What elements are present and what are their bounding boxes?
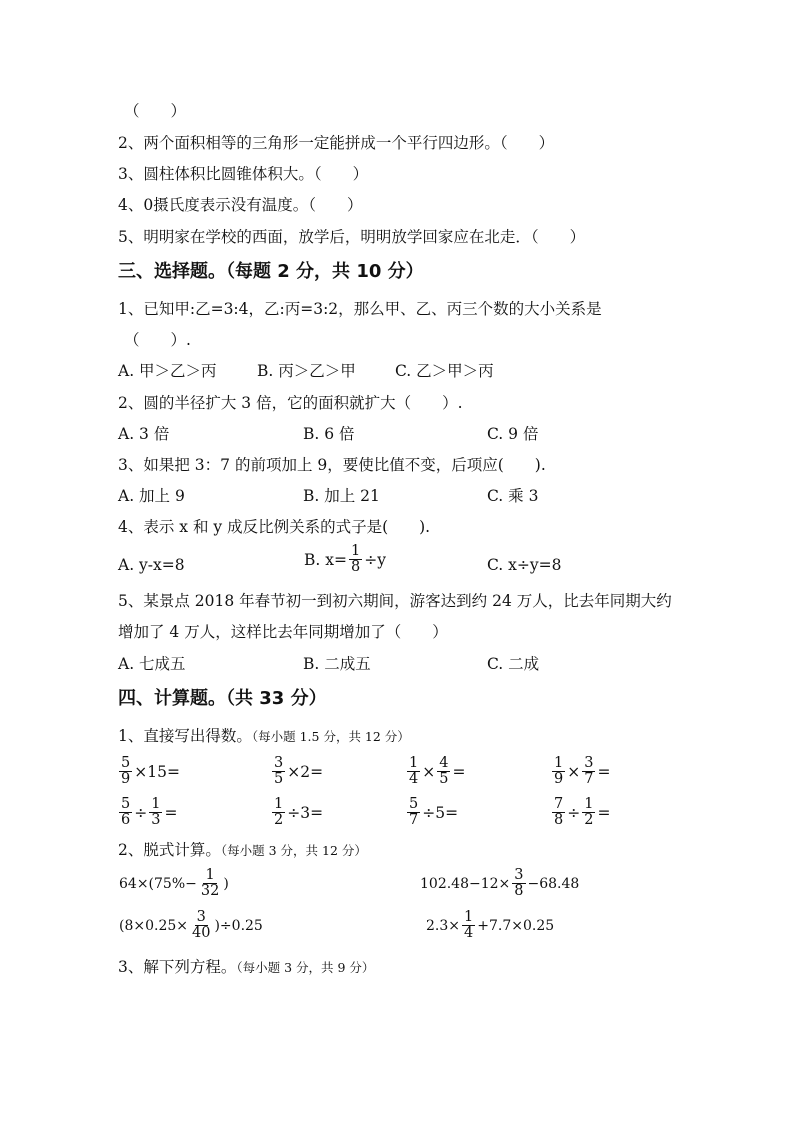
fraction-denominator: 2 (274, 812, 284, 828)
choice-q5-continuation: 增加了 4 万人，这样比去年同期增加了（ ） (118, 623, 448, 641)
section4-heading: 四、计算题。（共 33 分） (118, 688, 327, 709)
option-b-prefix: B. x= (304, 550, 347, 569)
calc-expr-4 (425, 910, 555, 941)
fraction (552, 797, 565, 828)
calc-q3-note: （每小题 3 分，共 9 分） (236, 960, 375, 975)
choice-q1-option-a: A. 甲＞乙＞丙 (118, 362, 217, 380)
fraction-denominator: 4 (409, 771, 419, 787)
calc-q2-note: （每小题 3 分，共 12 分） (220, 843, 367, 858)
fraction-numerator: 1 (350, 543, 361, 559)
expr-suffix: )÷0.25 (214, 917, 263, 934)
fraction (199, 868, 221, 899)
calc-q2-title (118, 840, 367, 861)
expr-rest: = (452, 762, 466, 781)
fraction-denominator: 6 (121, 812, 131, 828)
choice-q2-option-b: B. 6 倍 (303, 425, 355, 443)
choice-q2-option-c: C. 9 倍 (487, 425, 539, 443)
fraction-denominator: 7 (409, 812, 419, 828)
direct-expr-5 (118, 797, 178, 828)
choice-q5-option-b: B. 二成五 (303, 655, 371, 673)
fraction-denominator: 9 (121, 771, 131, 787)
fraction-denominator: 5 (439, 771, 449, 787)
operator: ÷ (134, 803, 148, 822)
fraction-numerator: 3 (514, 867, 524, 883)
choice-q4-option-c: C. x÷y=8 (487, 556, 562, 574)
choice-q4-option-b (303, 544, 387, 575)
calc-expr-2 (419, 868, 580, 899)
judge-q2: 2、两个面积相等的三角形一定能拼成一个平行四边形。（ ） (118, 134, 555, 152)
fraction (512, 868, 525, 899)
fraction-numerator: 5 (121, 755, 131, 771)
expr-prefix: (8×0.25× (119, 917, 189, 934)
calc-q2-title-text: 2、脱式计算。 (118, 841, 221, 859)
fraction-numerator: 1 (205, 867, 215, 883)
choice-q2-option-a: A. 3 倍 (118, 425, 170, 443)
choice-q2: 2、圆的半径扩大 3 倍，它的面积就扩大（ ）. (118, 394, 463, 412)
fraction-denominator: 5 (274, 771, 284, 787)
fraction-numerator: 1 (274, 796, 284, 812)
fraction-numerator: 3 (584, 755, 594, 771)
fraction-numerator: 1 (554, 755, 564, 771)
calc-q1-title (118, 726, 410, 747)
option-b-suffix: ÷y (364, 550, 386, 569)
fraction (272, 756, 285, 787)
choice-q1: 1、已知甲:乙=3:4，乙:丙=3:2，那么甲、乙、丙三个数的大小关系是 (118, 300, 602, 318)
fraction-denominator: 32 (200, 883, 220, 899)
choice-q5-option-c: C. 二成 (487, 655, 540, 673)
fraction (462, 910, 475, 941)
fraction-numerator: 3 (196, 909, 206, 925)
judge-q3: 3、圆柱体积比圆锥体积大。（ ） (118, 165, 369, 183)
fraction-denominator: 8 (514, 883, 524, 899)
calc-q3-title-text: 3、解下列方程。 (118, 958, 237, 976)
fraction (407, 797, 420, 828)
expr-rest: = (597, 762, 611, 781)
judge-q4: 4、0摄氏度表示没有温度。（ ） (118, 196, 363, 214)
expr-prefix: 102.48−12× (420, 875, 511, 892)
choice-q1-option-c: C. 乙＞甲＞丙 (395, 362, 494, 380)
fraction-denominator: 7 (584, 771, 594, 787)
fraction-numerator: 3 (274, 755, 284, 771)
expr-prefix: 2.3× (426, 917, 460, 934)
fraction-denominator: 8 (554, 812, 564, 828)
operator: × (422, 762, 436, 781)
direct-expr-3 (406, 756, 466, 787)
choice-q4: 4、表示 x 和 y 成反比例关系的式子是( ). (118, 518, 431, 536)
fraction-denominator: 9 (554, 771, 564, 787)
fraction-numerator: 4 (439, 755, 449, 771)
fraction (190, 910, 212, 941)
operator: × (567, 762, 581, 781)
expr-prefix: 64×(75%− (119, 875, 197, 892)
fraction-numerator: 5 (121, 796, 131, 812)
fraction-denominator: 40 (192, 925, 211, 941)
fraction (119, 797, 132, 828)
direct-expr-1 (118, 756, 181, 787)
choice-q5: 5、某景点 2018 年春节初一到初六期间，游客达到约 24 万人，比去年同期大约 (118, 592, 672, 610)
expr-rest: = (164, 803, 178, 822)
calc-q3-title (118, 957, 374, 978)
fraction (582, 797, 595, 828)
fraction-numerator: 1 (464, 909, 474, 925)
expr-rest: ÷5= (422, 803, 459, 822)
fraction-denominator: 3 (151, 812, 161, 828)
fraction (552, 756, 565, 787)
choice-q3-option-c: C. 乘 3 (487, 487, 539, 505)
fraction (272, 797, 285, 828)
fraction-numerator: 1 (584, 796, 594, 812)
fraction-denominator: 4 (464, 925, 474, 941)
expr-suffix: +7.7×0.25 (477, 917, 555, 934)
fraction (582, 756, 595, 787)
option-b-fraction (349, 544, 362, 575)
fraction-numerator: 7 (554, 796, 564, 812)
fraction-numerator: 1 (409, 755, 419, 771)
calc-q1-title-text: 1、直接写出得数。 (118, 727, 252, 745)
choice-q4-option-a: A. y-x=8 (118, 556, 185, 574)
choice-q3: 3、如果把 3：7 的前项加上 9，要使比值不变，后项应( ). (118, 456, 546, 474)
choice-q1-option-b: B. 丙＞乙＞甲 (257, 362, 356, 380)
direct-expr-8 (551, 797, 611, 828)
direct-expr-6 (271, 797, 324, 828)
direct-expr-4 (551, 756, 611, 787)
calc-expr-3 (118, 910, 264, 941)
fraction-denominator: 8 (350, 559, 361, 575)
choice-q1-continuation: （ ）. (124, 331, 191, 349)
judge-q5: 5、明明家在学校的西面，放学后，明明放学回家应在北走．（ ） (118, 228, 586, 246)
expr-rest: ×2= (287, 762, 324, 781)
fraction (407, 756, 420, 787)
expr-suffix: −68.48 (527, 875, 580, 892)
fraction (149, 797, 162, 828)
expr-rest: ×15= (134, 762, 180, 781)
section3-heading: 三、选择题。（每题 2 分，共 10 分） (118, 261, 424, 282)
expr-rest: = (597, 803, 611, 822)
fraction-numerator: 5 (409, 796, 419, 812)
judge-q1-continuation: （ ） (124, 102, 187, 120)
fraction (119, 756, 132, 787)
direct-expr-7 (406, 797, 459, 828)
expr-rest: ÷3= (287, 803, 324, 822)
fraction-denominator: 2 (584, 812, 594, 828)
calc-q1-note: （每小题 1.5 分，共 12 分） (251, 729, 410, 744)
calc-expr-1 (118, 868, 230, 899)
operator: ÷ (567, 803, 581, 822)
choice-q5-option-a: A. 七成五 (118, 655, 186, 673)
direct-expr-2 (271, 756, 324, 787)
expr-suffix: ) (223, 875, 229, 892)
choice-q3-option-b: B. 加上 21 (303, 487, 380, 505)
fraction (437, 756, 450, 787)
choice-q3-option-a: A. 加上 9 (118, 487, 185, 505)
fraction-numerator: 1 (151, 796, 161, 812)
